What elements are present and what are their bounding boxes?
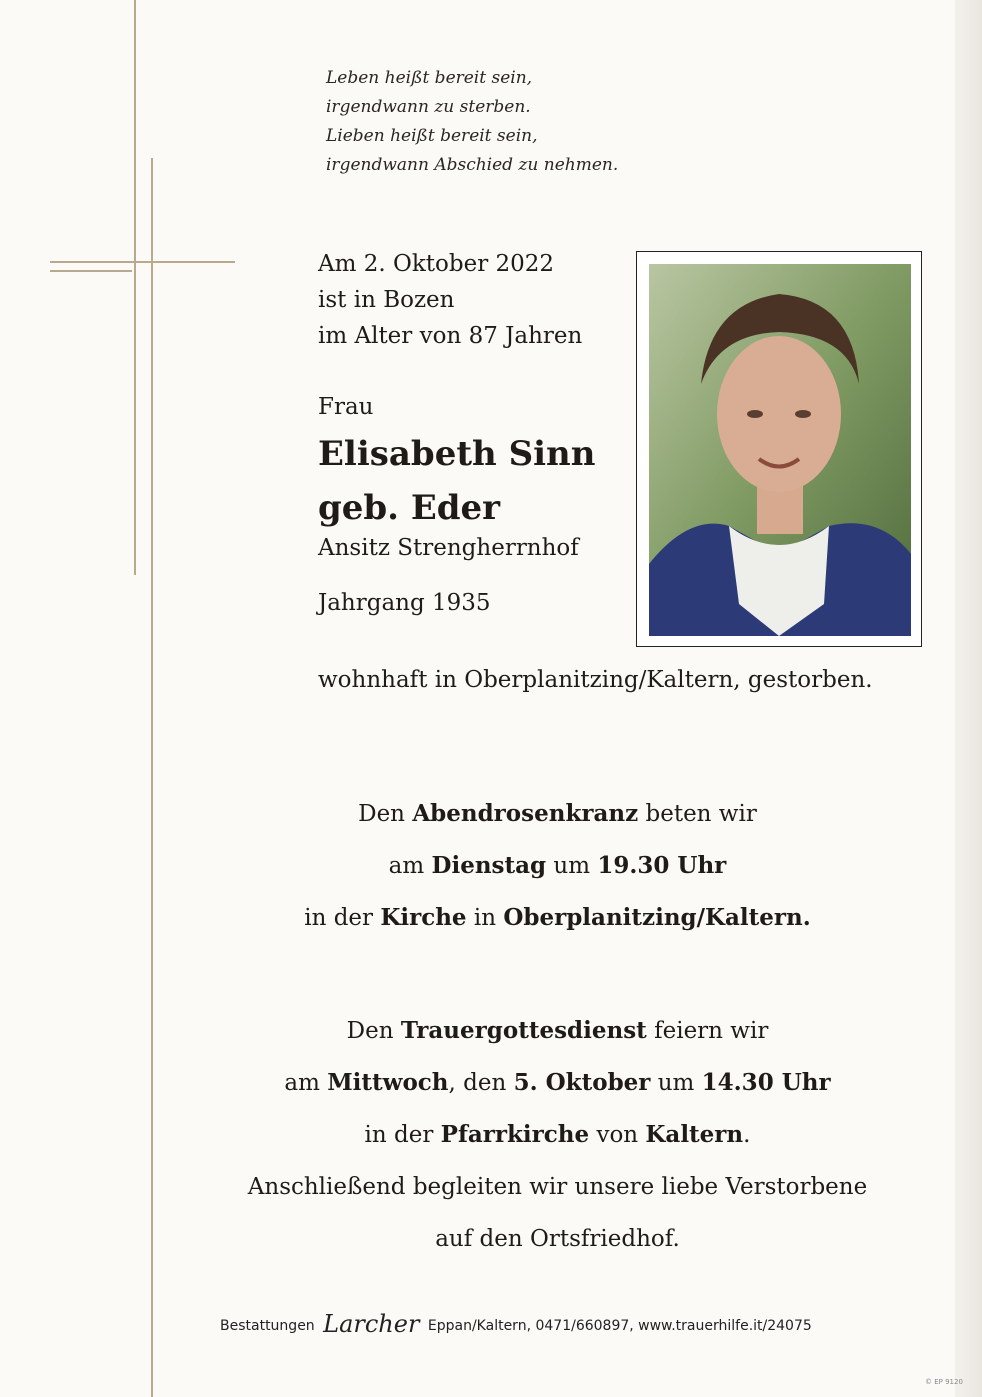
text: am bbox=[284, 1070, 328, 1096]
funeral-home-logo: Larcher bbox=[323, 1310, 420, 1338]
text: beten wir bbox=[638, 801, 757, 827]
funeral-line-5: auf den Ortsfriedhof. bbox=[435, 1226, 680, 1252]
cross-horizontal-line-1 bbox=[50, 261, 235, 263]
footer-prefix: Bestattungen bbox=[220, 1318, 315, 1334]
text: . bbox=[743, 1122, 751, 1148]
rosary-line-1 bbox=[200, 788, 915, 840]
intro-line: Am 2. Oktober 2022 bbox=[318, 251, 555, 277]
rosary-line-2 bbox=[200, 840, 915, 892]
motto-line: Leben heißt bereit sein, bbox=[326, 68, 533, 88]
residence-text: wohnhaft in Oberplanitzing/Kaltern, gestorben. bbox=[318, 667, 873, 693]
rosary-church: Kirche bbox=[380, 904, 467, 931]
motto-verse bbox=[326, 64, 618, 180]
cross-vertical-line-2 bbox=[151, 158, 153, 1397]
motto-line: Lieben heißt bereit sein, bbox=[326, 126, 538, 146]
deceased-name: Elisabeth Sinn bbox=[318, 434, 596, 474]
rosary-event: Abendrosenkranz bbox=[412, 800, 639, 827]
funeral-day: Mittwoch bbox=[327, 1069, 449, 1096]
text: von bbox=[589, 1122, 646, 1148]
print-code: © EP 9120 bbox=[925, 1378, 963, 1386]
portrait-frame bbox=[636, 251, 922, 647]
funeral-church: Pfarrkirche bbox=[440, 1121, 590, 1148]
maiden-name: geb. Eder bbox=[318, 488, 501, 528]
funeral-event: Trauergottesdienst bbox=[400, 1017, 647, 1044]
rosary-place: Oberplanitzing/Kaltern. bbox=[503, 904, 811, 931]
rosary-line-3 bbox=[200, 892, 915, 944]
funeral-line-2 bbox=[200, 1057, 915, 1109]
text: , den bbox=[448, 1070, 514, 1096]
page-edge-shadow bbox=[955, 0, 982, 1397]
rosary-announcement bbox=[200, 788, 915, 944]
intro-line: ist in Bozen bbox=[318, 287, 455, 313]
estate-name: Ansitz Strengherrnhof bbox=[318, 535, 579, 561]
text: in der bbox=[364, 1122, 441, 1148]
birth-year: Jahrgang 1935 bbox=[318, 590, 491, 616]
cross-vertical-line-1 bbox=[134, 0, 136, 575]
funeral-line-1 bbox=[200, 1005, 915, 1057]
text: feiern wir bbox=[646, 1018, 769, 1044]
text: um bbox=[650, 1070, 702, 1096]
footer-contact: Eppan/Kaltern, 0471/660897, www.trauerhilfe.it/24075 bbox=[427, 1318, 812, 1334]
text: um bbox=[546, 853, 598, 879]
intro-line: im Alter von 87 Jahren bbox=[318, 323, 583, 349]
text: in der bbox=[304, 905, 381, 931]
funeral-home-footer bbox=[220, 1308, 812, 1336]
death-notice-intro bbox=[318, 246, 582, 354]
cross-horizontal-line-2 bbox=[50, 270, 132, 272]
funeral-date: 5. Oktober bbox=[513, 1069, 651, 1096]
motto-line: irgendwann Abschied zu nehmen. bbox=[326, 155, 619, 175]
rosary-day: Dienstag bbox=[431, 852, 547, 879]
motto-line: irgendwann zu sterben. bbox=[326, 97, 531, 117]
funeral-line-3 bbox=[200, 1109, 915, 1161]
text: Den bbox=[346, 1018, 401, 1044]
text: am bbox=[388, 853, 432, 879]
funeral-announcement bbox=[200, 1005, 915, 1265]
rosary-time: 19.30 Uhr bbox=[597, 852, 727, 879]
text: Den bbox=[358, 801, 413, 827]
salutation: Frau bbox=[318, 394, 374, 420]
funeral-place: Kaltern bbox=[645, 1121, 744, 1148]
funeral-line-4: Anschließend begleiten wir unsere liebe Verstorbene bbox=[247, 1174, 868, 1200]
portrait-photo bbox=[649, 264, 911, 636]
text: in bbox=[466, 905, 504, 931]
funeral-time: 14.30 Uhr bbox=[701, 1069, 831, 1096]
